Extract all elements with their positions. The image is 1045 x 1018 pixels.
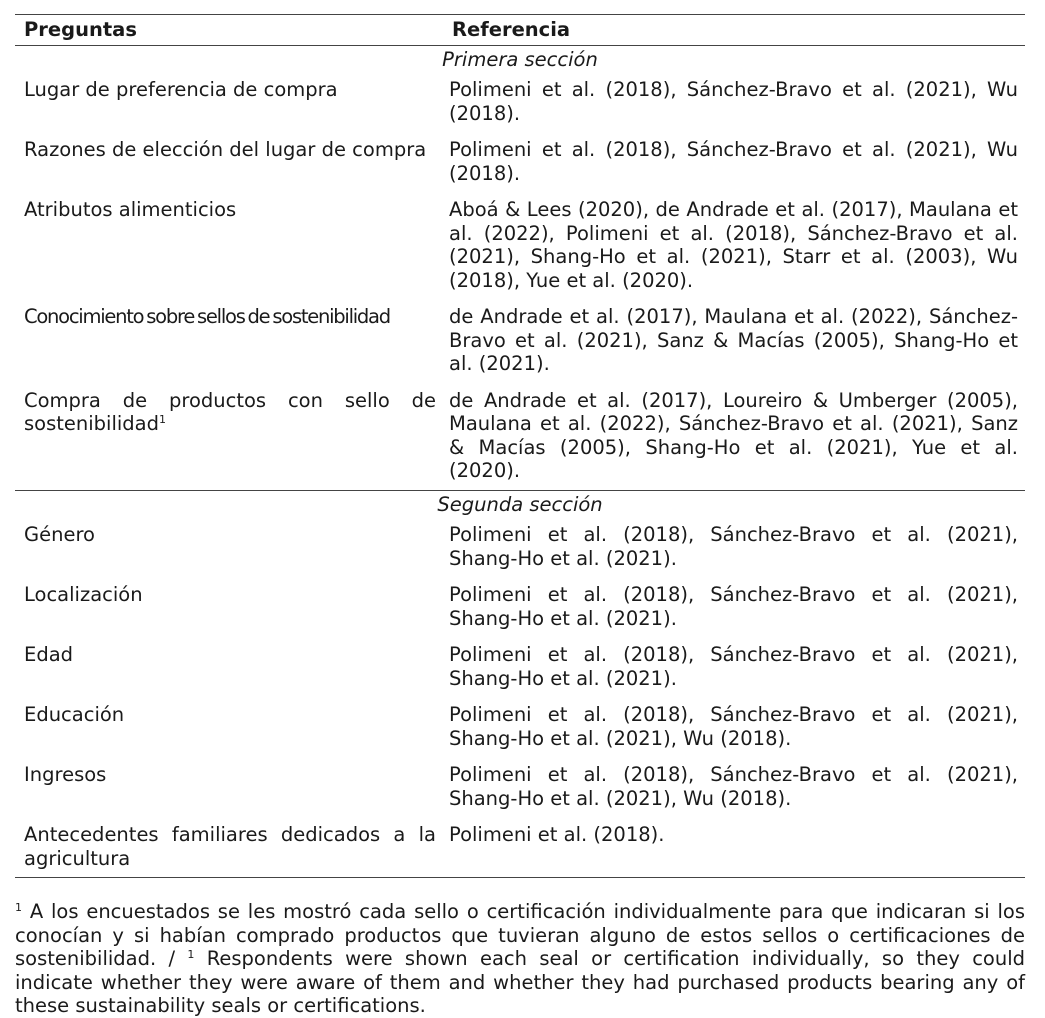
reference-cell: Polimeni et al. (2018), Sánchez-Bravo et al. (2021), Shang-Ho et al. (2021), Wu (2018). <box>449 703 1018 750</box>
document-page <box>15 0 1025 1018</box>
footnote-text-en: Respondents were shown each seal or certification individually, so they could indicate whether they were aware of them and whether they had purchased products bearing any of these sustainability seals or certifications. <box>15 947 1025 1017</box>
reference-cell: Aboá & Lees (2020), de Andrade et al. (2017), Maulana et al. (2022), Polimeni et al. (2018), Sánchez-Bravo et al. (2021), Shang-Ho et al. (2021), Starr et al. (2003), Wu (2018), Yue et al. (2020). <box>449 198 1018 292</box>
reference-cell: de Andrade et al. (2017), Loureiro & Umberger (2005), Maulana et al. (2022), Sánchez-Bravo et al. (2021), Sanz & Macías (2005), Shang-Ho et al. (2021), Yue et al. (2020). <box>449 388 1018 482</box>
question-cell: Educación <box>24 703 125 726</box>
question-cell: Antecedentes familiares dedicados a la agricultura <box>15 817 443 878</box>
question-cell: Género <box>24 523 95 546</box>
question-cell: Localización <box>24 583 143 606</box>
section-title-segunda: Segunda sección <box>15 490 1025 517</box>
reference-cell: de Andrade et al. (2017), Maulana et al. (2022), Sánchez-Bravo et al. (2021), Sanz & Macías (2005), Shang-Ho et al. (2021). <box>449 305 1018 375</box>
table-row <box>15 697 1025 757</box>
question-text: Conocimiento sobre sellos de sostenibilidad <box>24 305 390 328</box>
question-cell: Ingresos <box>24 763 107 786</box>
reference-cell: Polimeni et al. (2018), Sánchez-Bravo et al. (2021), Shang-Ho et al. (2021). <box>449 523 1018 570</box>
table-row <box>15 637 1025 697</box>
reference-cell: Polimeni et al. (2018), Sánchez-Bravo et al. (2021), Wu (2018). <box>449 78 1018 125</box>
question-cell <box>15 383 443 491</box>
question-cell: Razones de elección del lugar de compra <box>24 138 427 161</box>
reference-cell: Polimeni et al. (2018), Sánchez-Bravo et al. (2021), Wu (2018). <box>449 138 1018 185</box>
question-text: Compra de productos con sello de sostenibilidad <box>24 388 436 435</box>
question-cell: Lugar de preferencia de compra <box>24 78 338 101</box>
question-cell: Edad <box>24 643 74 666</box>
reference-cell: Polimeni et al. (2018), Sánchez-Bravo et al. (2021), Shang-Ho et al. (2021). <box>449 643 1018 690</box>
header-questions: Preguntas <box>15 15 443 46</box>
table-row <box>15 72 1025 132</box>
section-heading <box>15 490 1025 517</box>
table-row <box>15 517 1025 577</box>
footnote-marker-en: 1 <box>187 948 195 961</box>
reference-cell: Polimeni et al. (2018), Sánchez-Bravo et al. (2021), Shang-Ho et al. (2021). <box>449 583 1018 630</box>
footnote-text-es: A los encuestados se les mostró cada sello o certificación individualmente para que indicaran si los conocían y si habían comprado productos que tuvieran alguno de estos sellos o certificaciones de sostenibilidad. / <box>15 900 1025 970</box>
reference-cell: Polimeni et al. (2018), Sánchez-Bravo et al. (2021), Shang-Ho et al. (2021), Wu (2018). <box>449 763 1018 810</box>
table-row <box>15 299 1025 383</box>
table-row <box>15 757 1025 817</box>
question-cell: Atributos alimenticios <box>24 198 237 221</box>
section-title-primera: Primera sección <box>442 47 598 71</box>
references-table <box>15 14 1025 878</box>
section-heading <box>15 45 1025 72</box>
table-row <box>15 192 1025 299</box>
table-row <box>15 132 1025 192</box>
table-row <box>15 383 1025 491</box>
header-reference: Referencia <box>443 15 1025 46</box>
footnote-marker: 1 <box>159 413 167 426</box>
table-row <box>15 577 1025 637</box>
table-row <box>15 817 1025 878</box>
question-cell <box>15 299 443 383</box>
table-footnote <box>15 900 1025 1018</box>
reference-cell: Polimeni et al. (2018). <box>443 817 1025 878</box>
table-header-row <box>15 15 1025 46</box>
footnote-marker: 1 <box>15 901 22 914</box>
